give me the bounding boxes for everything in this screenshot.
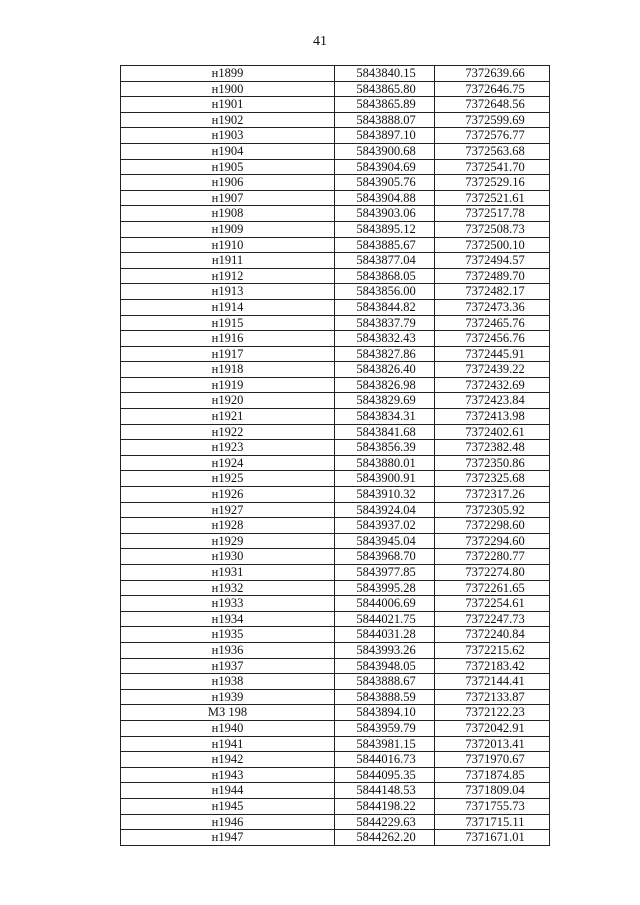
y-coordinate-cell: 7372298.60 xyxy=(435,518,550,534)
table-row xyxy=(121,596,550,612)
table-row xyxy=(121,424,550,440)
table-row xyxy=(121,518,550,534)
x-coordinate-cell: 5843856.00 xyxy=(335,284,435,300)
y-coordinate-cell: 7372639.66 xyxy=(435,66,550,82)
x-coordinate-cell: 5843959.79 xyxy=(335,720,435,736)
x-coordinate-cell: 5843900.68 xyxy=(335,143,435,159)
y-coordinate-cell: 7372648.56 xyxy=(435,97,550,113)
y-coordinate-cell: 7372183.42 xyxy=(435,658,550,674)
point-id-cell: н1943 xyxy=(121,767,335,783)
table-row xyxy=(121,627,550,643)
x-coordinate-cell: 5843880.01 xyxy=(335,455,435,471)
x-coordinate-cell: 5843981.15 xyxy=(335,736,435,752)
point-id-cell: н1905 xyxy=(121,159,335,175)
point-id-cell: н1930 xyxy=(121,549,335,565)
table-row xyxy=(121,752,550,768)
y-coordinate-cell: 7372294.60 xyxy=(435,533,550,549)
point-id-cell: н1901 xyxy=(121,97,335,113)
y-coordinate-cell: 7371809.04 xyxy=(435,783,550,799)
point-id-cell: н1945 xyxy=(121,798,335,814)
x-coordinate-cell: 5843865.89 xyxy=(335,97,435,113)
point-id-cell: н1902 xyxy=(121,112,335,128)
table-row xyxy=(121,409,550,425)
x-coordinate-cell: 5843837.79 xyxy=(335,315,435,331)
y-coordinate-cell: 7372489.70 xyxy=(435,268,550,284)
table-row xyxy=(121,190,550,206)
y-coordinate-cell: 7372247.73 xyxy=(435,611,550,627)
y-coordinate-cell: 7372325.68 xyxy=(435,471,550,487)
y-coordinate-cell: 7372122.23 xyxy=(435,705,550,721)
y-coordinate-cell: 7372215.62 xyxy=(435,642,550,658)
point-id-cell: н1928 xyxy=(121,518,335,534)
table-row xyxy=(121,814,550,830)
y-coordinate-cell: 7371755.73 xyxy=(435,798,550,814)
point-id-cell: н1942 xyxy=(121,752,335,768)
y-coordinate-cell: 7372456.76 xyxy=(435,331,550,347)
point-id-cell: н1941 xyxy=(121,736,335,752)
point-id-cell: н1926 xyxy=(121,487,335,503)
y-coordinate-cell: 7372482.17 xyxy=(435,284,550,300)
point-id-cell: н1936 xyxy=(121,642,335,658)
point-id-cell: н1929 xyxy=(121,533,335,549)
x-coordinate-cell: 5843829.69 xyxy=(335,393,435,409)
table-row xyxy=(121,783,550,799)
y-coordinate-cell: 7372133.87 xyxy=(435,689,550,705)
y-coordinate-cell: 7372432.69 xyxy=(435,377,550,393)
x-coordinate-cell: 5844229.63 xyxy=(335,814,435,830)
x-coordinate-cell: 5844016.73 xyxy=(335,752,435,768)
y-coordinate-cell: 7372465.76 xyxy=(435,315,550,331)
table-row xyxy=(121,112,550,128)
x-coordinate-cell: 5843894.10 xyxy=(335,705,435,721)
x-coordinate-cell: 5843924.04 xyxy=(335,502,435,518)
y-coordinate-cell: 7372521.61 xyxy=(435,190,550,206)
x-coordinate-cell: 5843993.26 xyxy=(335,642,435,658)
page-number: 41 xyxy=(313,34,327,49)
y-coordinate-cell: 7372500.10 xyxy=(435,237,550,253)
x-coordinate-cell: 5843856.39 xyxy=(335,440,435,456)
x-coordinate-cell: 5843840.15 xyxy=(335,66,435,82)
table-row xyxy=(121,237,550,253)
table-row xyxy=(121,175,550,191)
y-coordinate-cell: 7372494.57 xyxy=(435,253,550,269)
table-row xyxy=(121,393,550,409)
x-coordinate-cell: 5843834.31 xyxy=(335,409,435,425)
point-id-cell: н1915 xyxy=(121,315,335,331)
y-coordinate-cell: 7372646.75 xyxy=(435,81,550,97)
x-coordinate-cell: 5843827.86 xyxy=(335,346,435,362)
table-row xyxy=(121,533,550,549)
point-id-cell: н1906 xyxy=(121,175,335,191)
point-id-cell: н1940 xyxy=(121,720,335,736)
x-coordinate-cell: 5843968.70 xyxy=(335,549,435,565)
table-row xyxy=(121,471,550,487)
table-row xyxy=(121,315,550,331)
table-row xyxy=(121,143,550,159)
y-coordinate-cell: 7372541.70 xyxy=(435,159,550,175)
y-coordinate-cell: 7372402.61 xyxy=(435,424,550,440)
table-row xyxy=(121,642,550,658)
x-coordinate-cell: 5843877.04 xyxy=(335,253,435,269)
point-id-cell: н1925 xyxy=(121,471,335,487)
x-coordinate-cell: 5843904.88 xyxy=(335,190,435,206)
x-coordinate-cell: 5843897.10 xyxy=(335,128,435,144)
y-coordinate-cell: 7371970.67 xyxy=(435,752,550,768)
y-coordinate-cell: 7372254.61 xyxy=(435,596,550,612)
y-coordinate-cell: 7372261.65 xyxy=(435,580,550,596)
x-coordinate-cell: 5843904.69 xyxy=(335,159,435,175)
point-id-cell: н1931 xyxy=(121,565,335,581)
table-row xyxy=(121,705,550,721)
x-coordinate-cell: 5843888.07 xyxy=(335,112,435,128)
point-id-cell: н1910 xyxy=(121,237,335,253)
x-coordinate-cell: 5843948.05 xyxy=(335,658,435,674)
table-row xyxy=(121,611,550,627)
table-row xyxy=(121,455,550,471)
table-row xyxy=(121,81,550,97)
x-coordinate-cell: 5843903.06 xyxy=(335,206,435,222)
point-id-cell: н1917 xyxy=(121,346,335,362)
point-id-cell: н1934 xyxy=(121,611,335,627)
y-coordinate-cell: 7371874.85 xyxy=(435,767,550,783)
x-coordinate-cell: 5843910.32 xyxy=(335,487,435,503)
point-id-cell: н1921 xyxy=(121,409,335,425)
point-id-cell: н1933 xyxy=(121,596,335,612)
y-coordinate-cell: 7372439.22 xyxy=(435,362,550,378)
y-coordinate-cell: 7372473.36 xyxy=(435,299,550,315)
coordinates-table xyxy=(120,65,550,846)
point-id-cell: н1947 xyxy=(121,830,335,846)
table-row xyxy=(121,268,550,284)
table-row xyxy=(121,798,550,814)
y-coordinate-cell: 7372413.98 xyxy=(435,409,550,425)
point-id-cell: н1899 xyxy=(121,66,335,82)
point-id-cell: н1924 xyxy=(121,455,335,471)
y-coordinate-cell: 7372144.41 xyxy=(435,674,550,690)
table-row xyxy=(121,299,550,315)
x-coordinate-cell: 5844021.75 xyxy=(335,611,435,627)
table-row xyxy=(121,377,550,393)
table-row xyxy=(121,253,550,269)
point-id-cell: н1913 xyxy=(121,284,335,300)
x-coordinate-cell: 5844031.28 xyxy=(335,627,435,643)
y-coordinate-cell: 7372013.41 xyxy=(435,736,550,752)
x-coordinate-cell: 5844148.53 xyxy=(335,783,435,799)
x-coordinate-cell: 5844095.35 xyxy=(335,767,435,783)
table-row xyxy=(121,502,550,518)
x-coordinate-cell: 5843844.82 xyxy=(335,299,435,315)
table-row xyxy=(121,487,550,503)
x-coordinate-cell: 5843995.28 xyxy=(335,580,435,596)
y-coordinate-cell: 7372240.84 xyxy=(435,627,550,643)
y-coordinate-cell: 7372042.91 xyxy=(435,720,550,736)
table-row xyxy=(121,221,550,237)
point-id-cell: н1911 xyxy=(121,253,335,269)
x-coordinate-cell: 5843832.43 xyxy=(335,331,435,347)
point-id-cell: н1923 xyxy=(121,440,335,456)
point-id-cell: н1918 xyxy=(121,362,335,378)
y-coordinate-cell: 7372317.26 xyxy=(435,487,550,503)
y-coordinate-cell: 7371671.01 xyxy=(435,830,550,846)
table-row xyxy=(121,580,550,596)
coordinates-table-body xyxy=(121,66,550,846)
x-coordinate-cell: 5843826.98 xyxy=(335,377,435,393)
table-row xyxy=(121,97,550,113)
x-coordinate-cell: 5843937.02 xyxy=(335,518,435,534)
y-coordinate-cell: 7372563.68 xyxy=(435,143,550,159)
point-id-cell: н1916 xyxy=(121,331,335,347)
y-coordinate-cell: 7372445.91 xyxy=(435,346,550,362)
table-row xyxy=(121,674,550,690)
x-coordinate-cell: 5843826.40 xyxy=(335,362,435,378)
y-coordinate-cell: 7371715.11 xyxy=(435,814,550,830)
table-row xyxy=(121,66,550,82)
y-coordinate-cell: 7372274.80 xyxy=(435,565,550,581)
table-row xyxy=(121,440,550,456)
point-id-cell: н1937 xyxy=(121,658,335,674)
y-coordinate-cell: 7372517.78 xyxy=(435,206,550,222)
y-coordinate-cell: 7372529.16 xyxy=(435,175,550,191)
point-id-cell: н1908 xyxy=(121,206,335,222)
table-row xyxy=(121,565,550,581)
table-row xyxy=(121,159,550,175)
x-coordinate-cell: 5843888.67 xyxy=(335,674,435,690)
point-id-cell: н1944 xyxy=(121,783,335,799)
point-id-cell: н1935 xyxy=(121,627,335,643)
table-row xyxy=(121,549,550,565)
y-coordinate-cell: 7372599.69 xyxy=(435,112,550,128)
point-id-cell: н1907 xyxy=(121,190,335,206)
point-id-cell: н1920 xyxy=(121,393,335,409)
y-coordinate-cell: 7372350.86 xyxy=(435,455,550,471)
x-coordinate-cell: 5843977.85 xyxy=(335,565,435,581)
x-coordinate-cell: 5843885.67 xyxy=(335,237,435,253)
x-coordinate-cell: 5843895.12 xyxy=(335,221,435,237)
table-row xyxy=(121,284,550,300)
table-row xyxy=(121,689,550,705)
table-row xyxy=(121,346,550,362)
point-id-cell: МЗ 198 xyxy=(121,705,335,721)
y-coordinate-cell: 7372423.84 xyxy=(435,393,550,409)
x-coordinate-cell: 5843945.04 xyxy=(335,533,435,549)
table-row xyxy=(121,658,550,674)
table-row xyxy=(121,767,550,783)
x-coordinate-cell: 5843900.91 xyxy=(335,471,435,487)
table-row xyxy=(121,206,550,222)
y-coordinate-cell: 7372305.92 xyxy=(435,502,550,518)
table-row xyxy=(121,830,550,846)
point-id-cell: н1903 xyxy=(121,128,335,144)
point-id-cell: н1922 xyxy=(121,424,335,440)
x-coordinate-cell: 5843865.80 xyxy=(335,81,435,97)
point-id-cell: н1909 xyxy=(121,221,335,237)
point-id-cell: н1946 xyxy=(121,814,335,830)
point-id-cell: н1919 xyxy=(121,377,335,393)
point-id-cell: н1904 xyxy=(121,143,335,159)
point-id-cell: н1912 xyxy=(121,268,335,284)
x-coordinate-cell: 5844262.20 xyxy=(335,830,435,846)
x-coordinate-cell: 5843905.76 xyxy=(335,175,435,191)
x-coordinate-cell: 5843868.05 xyxy=(335,268,435,284)
x-coordinate-cell: 5844198.22 xyxy=(335,798,435,814)
y-coordinate-cell: 7372508.73 xyxy=(435,221,550,237)
table-row xyxy=(121,362,550,378)
x-coordinate-cell: 5843841.68 xyxy=(335,424,435,440)
point-id-cell: н1927 xyxy=(121,502,335,518)
x-coordinate-cell: 5844006.69 xyxy=(335,596,435,612)
table-row xyxy=(121,720,550,736)
table-row xyxy=(121,331,550,347)
table-row xyxy=(121,736,550,752)
point-id-cell: н1932 xyxy=(121,580,335,596)
y-coordinate-cell: 7372382.48 xyxy=(435,440,550,456)
point-id-cell: н1939 xyxy=(121,689,335,705)
point-id-cell: н1938 xyxy=(121,674,335,690)
y-coordinate-cell: 7372576.77 xyxy=(435,128,550,144)
point-id-cell: н1900 xyxy=(121,81,335,97)
table-row xyxy=(121,128,550,144)
point-id-cell: н1914 xyxy=(121,299,335,315)
x-coordinate-cell: 5843888.59 xyxy=(335,689,435,705)
y-coordinate-cell: 7372280.77 xyxy=(435,549,550,565)
